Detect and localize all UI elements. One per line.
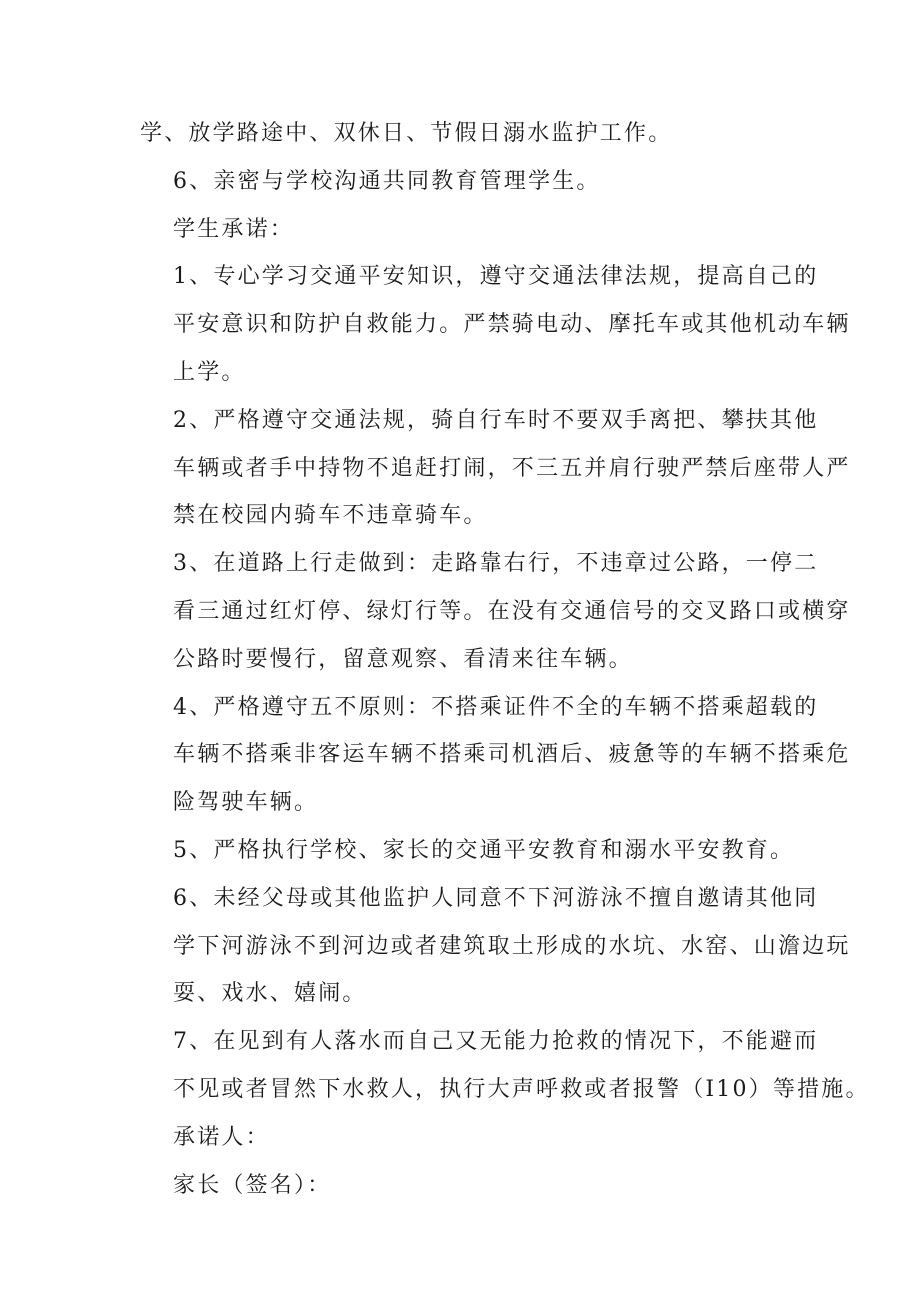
text-line: 7、在见到有人落水而自己又无能力抢救的情况下，不能避而 bbox=[173, 1029, 819, 1055]
text-line: 耍、戏水、嬉闹。 bbox=[173, 981, 367, 1007]
text-line: 3、在道路上行走做到：走路靠右行，不违章过公路，一停二 bbox=[173, 551, 819, 577]
student-item-4 bbox=[140, 684, 851, 827]
paragraph-continuation bbox=[140, 110, 800, 158]
parent-item-6 bbox=[140, 158, 800, 206]
text-line: 车辆不搭乘非客运车辆不搭乘司机酒后、疲惫等的车辆不搭乘危 bbox=[173, 742, 851, 768]
document-body bbox=[140, 110, 870, 1209]
text-line: 平安意识和防护自救能力。严禁骑电动、摩托车或其他机动车辆 bbox=[173, 312, 851, 338]
text-line: 不见或者冒然下水救人，执行大声呼救或者报警（I10）等措施。 bbox=[173, 1076, 870, 1102]
committer-label bbox=[140, 1114, 800, 1162]
parent-signature-label bbox=[140, 1162, 800, 1210]
text-line: 学生承诺： bbox=[173, 216, 295, 242]
text-line: 家长（签名）： bbox=[173, 1172, 332, 1198]
text-line: 承诺人： bbox=[173, 1124, 270, 1150]
text-line: 6、未经父母或其他监护人同意不下河游泳不擅自邀请其他同 bbox=[173, 885, 819, 911]
text-line: 1、专心学习交通平安知识，遵守交通法律法规，提高自己的 bbox=[173, 264, 819, 290]
student-item-7 bbox=[140, 1018, 870, 1114]
student-item-5 bbox=[140, 827, 800, 875]
student-item-2 bbox=[140, 397, 851, 540]
text-line: 6、亲密与学校沟通共同教育管理学生。 bbox=[173, 168, 601, 194]
text-line: 车辆或者手中持物不追赶打闹，不三五并肩行驶严禁后座带人严 bbox=[173, 455, 851, 481]
text-line: 禁在校园内骑车不违章骑车。 bbox=[173, 503, 488, 529]
student-commitment-heading bbox=[140, 206, 800, 254]
text-line: 学、放学路途中、双休日、节假日溺水监护工作。 bbox=[140, 121, 673, 146]
student-item-3 bbox=[140, 540, 851, 683]
student-item-1 bbox=[140, 253, 851, 396]
text-line: 4、严格遵守五不原则：不搭乘证件不全的车辆不搭乘超载的 bbox=[173, 694, 819, 720]
text-line: 公路时要慢行，留意观察、看清来往车辆。 bbox=[173, 646, 633, 672]
text-line: 2、严格遵守交通法规，骑自行车时不要双手离把、攀扶其他 bbox=[173, 407, 819, 433]
student-item-6 bbox=[140, 875, 851, 1018]
text-line: 学下河游泳不到河边或者建筑取土形成的水坑、水窑、山澹边玩 bbox=[173, 933, 851, 959]
text-line: 上学。 bbox=[173, 359, 246, 385]
text-line: 险驾驶车辆。 bbox=[173, 790, 319, 816]
text-line: 5、严格执行学校、家长的交通平安教育和溺水平安教育。 bbox=[173, 837, 795, 863]
text-line: 看三通过红灯停、绿灯行等。在没有交通信号的交叉路口或横穿 bbox=[173, 598, 851, 624]
